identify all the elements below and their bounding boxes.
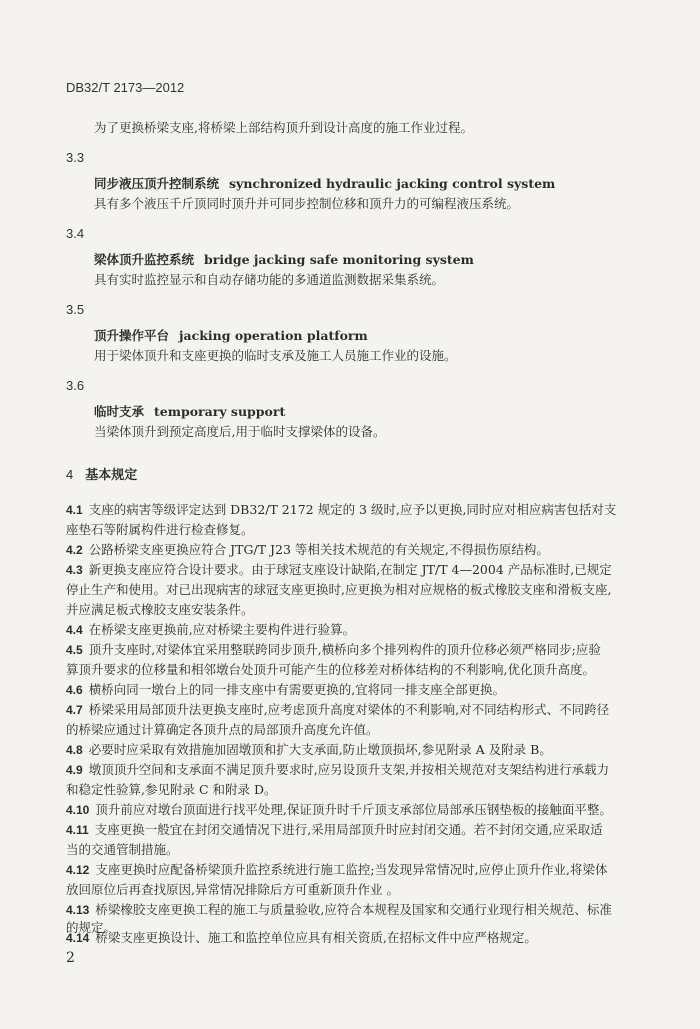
clause-text: 横桥向同一墩台上的同一排支座中有需要更换的,宜将同一排支座全部更换。	[88, 682, 506, 697]
clause-line: 和稳定性验算,参见附录 C 和附录 D。	[66, 782, 277, 797]
clause-number: 4.10	[66, 803, 90, 817]
clause-line	[66, 640, 601, 660]
clause-line	[66, 680, 505, 700]
clause-line	[66, 700, 609, 720]
section-title: 基本规定	[85, 468, 138, 483]
clause-text: 在桥梁支座更换前,应对桥梁主要构件进行验算。	[88, 622, 356, 637]
section-number: 4	[66, 467, 74, 482]
clause-text: 桥梁橡胶支座更换工程的施工与质量验收,应符合本规程及国家和交通行业现行相关规范、标准	[95, 902, 612, 917]
clause-number: 4.7	[66, 703, 83, 717]
clause-line	[66, 820, 603, 840]
clause-line: 座垫石等附属构件进行检查修复。	[66, 522, 254, 537]
term-heading	[94, 250, 474, 270]
clause-number: 4.3	[66, 563, 83, 577]
clause-text: 支座的病害等级评定达到 DB32/T 2172 规定的 3 级时,应予以更换,同时应对相应病害包括对支	[88, 502, 617, 517]
term-en: bridge jacking safe monitoring system	[204, 252, 474, 267]
clause-text: 支座更换一般宜在封闭交通情况下进行,采用局部顶升时应封闭交通。若不封闭交通,应采取适	[94, 822, 603, 837]
clause-line	[66, 500, 616, 520]
clause-text: 新更换支座应符合设计要求。由于球冠支座设计缺陷,在制定 JT/T 4—2004 产品标准时,已规定	[88, 562, 612, 577]
term-heading	[94, 174, 555, 194]
term-zh: 顶升操作平台	[94, 328, 170, 343]
clause-line: 的桥梁应通过计算确定各顶升点的局部顶升高度允许值。	[66, 722, 379, 737]
term-zh: 梁体顶升监控系统	[94, 252, 195, 267]
clause-number: 4.1	[66, 503, 83, 517]
clause-line	[66, 860, 608, 880]
clause-line: 算顶升要求的位移量和相邻墩台处顶升可能产生的位移差对桥体结构的不利影响,优化顶升高度。	[66, 662, 595, 677]
clause-number: 4.8	[66, 743, 83, 757]
page-number: 2	[66, 950, 75, 966]
term-zh: 同步液压顶升控制系统	[94, 176, 220, 191]
term-number: 3.3	[66, 150, 85, 165]
clause-text: 公路桥梁支座更换应符合 JTG/T J23 等相关技术规范的有关规定,不得损伤原结构。	[88, 542, 549, 557]
clause-number: 4.4	[66, 623, 83, 637]
clause-number: 4.12	[66, 863, 90, 877]
term-definition: 具有多个液压千斤顶同时顶升并可同步控制位移和顶升力的可编程液压系统。	[94, 196, 520, 211]
term-number: 3.4	[66, 226, 85, 241]
term-en: temporary support	[154, 404, 286, 419]
term-definition: 具有实时监控显示和自动存储功能的多通道监测数据采集系统。	[94, 272, 445, 287]
clause-line	[66, 928, 537, 948]
standard-code-header: DB32/T 2173—2012	[66, 80, 185, 95]
section-heading	[66, 464, 137, 483]
clause-number: 4.5	[66, 643, 83, 657]
clause-line	[66, 560, 612, 580]
intro-definition-line: 为了更换桥梁支座,将桥梁上部结构顶升到设计高度的施工作业过程。	[94, 120, 473, 135]
clause-line: 并应满足板式橡胶支座安装条件。	[66, 602, 254, 617]
clause-number: 4.13	[66, 903, 90, 917]
clause-text: 墩顶顶升空间和支承面不满足顶升要求时,应另设顶升支架,并按相关规范对支架结构进行承载力	[88, 762, 610, 777]
clause-line: 放回原位后再查找原因,异常情况排除后方可重新顶升作业 。	[66, 882, 399, 897]
clause-text: 顶升前应对墩台顶面进行找平处理,保证顶升时千斤顶支承部位局部承压钢垫板的接触面平整。	[95, 802, 612, 817]
clause-number: 4.6	[66, 683, 83, 697]
clause-text: 顶升支座时,对梁体宜采用整联跨同步顶升,横桥向多个排列构件的顶升位移必须严格同步;应验	[88, 642, 601, 657]
clause-line	[66, 540, 549, 560]
clause-number: 4.2	[66, 543, 83, 557]
term-number: 3.6	[66, 378, 85, 393]
clause-line: 的规定。	[66, 920, 117, 935]
term-en: jacking operation platform	[179, 328, 368, 343]
term-number: 3.5	[66, 302, 85, 317]
clause-text: 必要时应采取有效措施加固墩顶和扩大支承面,防止墩顶损坏,参见附录 A 及附录 B。	[88, 742, 552, 757]
clause-line	[66, 800, 612, 820]
clause-line	[66, 900, 612, 920]
clause-line	[66, 760, 609, 780]
term-heading	[94, 402, 285, 422]
term-en: synchronized hydraulic jacking control system	[229, 176, 556, 191]
clause-line	[66, 740, 552, 760]
term-definition: 当梁体顶升到预定高度后,用于临时支撑梁体的设备。	[94, 424, 386, 439]
clause-text: 桥梁采用局部顶升法更换支座时,应考虑顶升高度对梁体的不利影响,对不同结构形式、不同跨径	[88, 702, 610, 717]
clause-line: 当的交通管制措施。	[66, 842, 179, 857]
clause-number: 4.11	[66, 823, 89, 837]
clause-text: 支座更换时应配备桥梁顶升监控系统进行施工监控;当发现异常情况时,应停止顶升作业,将梁体	[95, 862, 608, 877]
term-definition: 用于梁体顶升和支座更换的临时支承及施工人员施工作业的设施。	[94, 348, 457, 363]
clause-text: 桥梁支座更换设计、施工和监控单位应具有相关资质,在招标文件中应严格规定。	[95, 930, 537, 945]
clause-line: 停止生产和使用。对已出现病害的球冠支座更换时,应更换为相对应规格的板式橡胶支座和滑板支座,	[66, 582, 612, 597]
term-heading	[94, 326, 368, 346]
term-zh: 临时支承	[94, 404, 145, 419]
clause-number: 4.9	[66, 763, 83, 777]
clause-number: 4.14	[66, 931, 90, 945]
clause-line	[66, 620, 355, 640]
